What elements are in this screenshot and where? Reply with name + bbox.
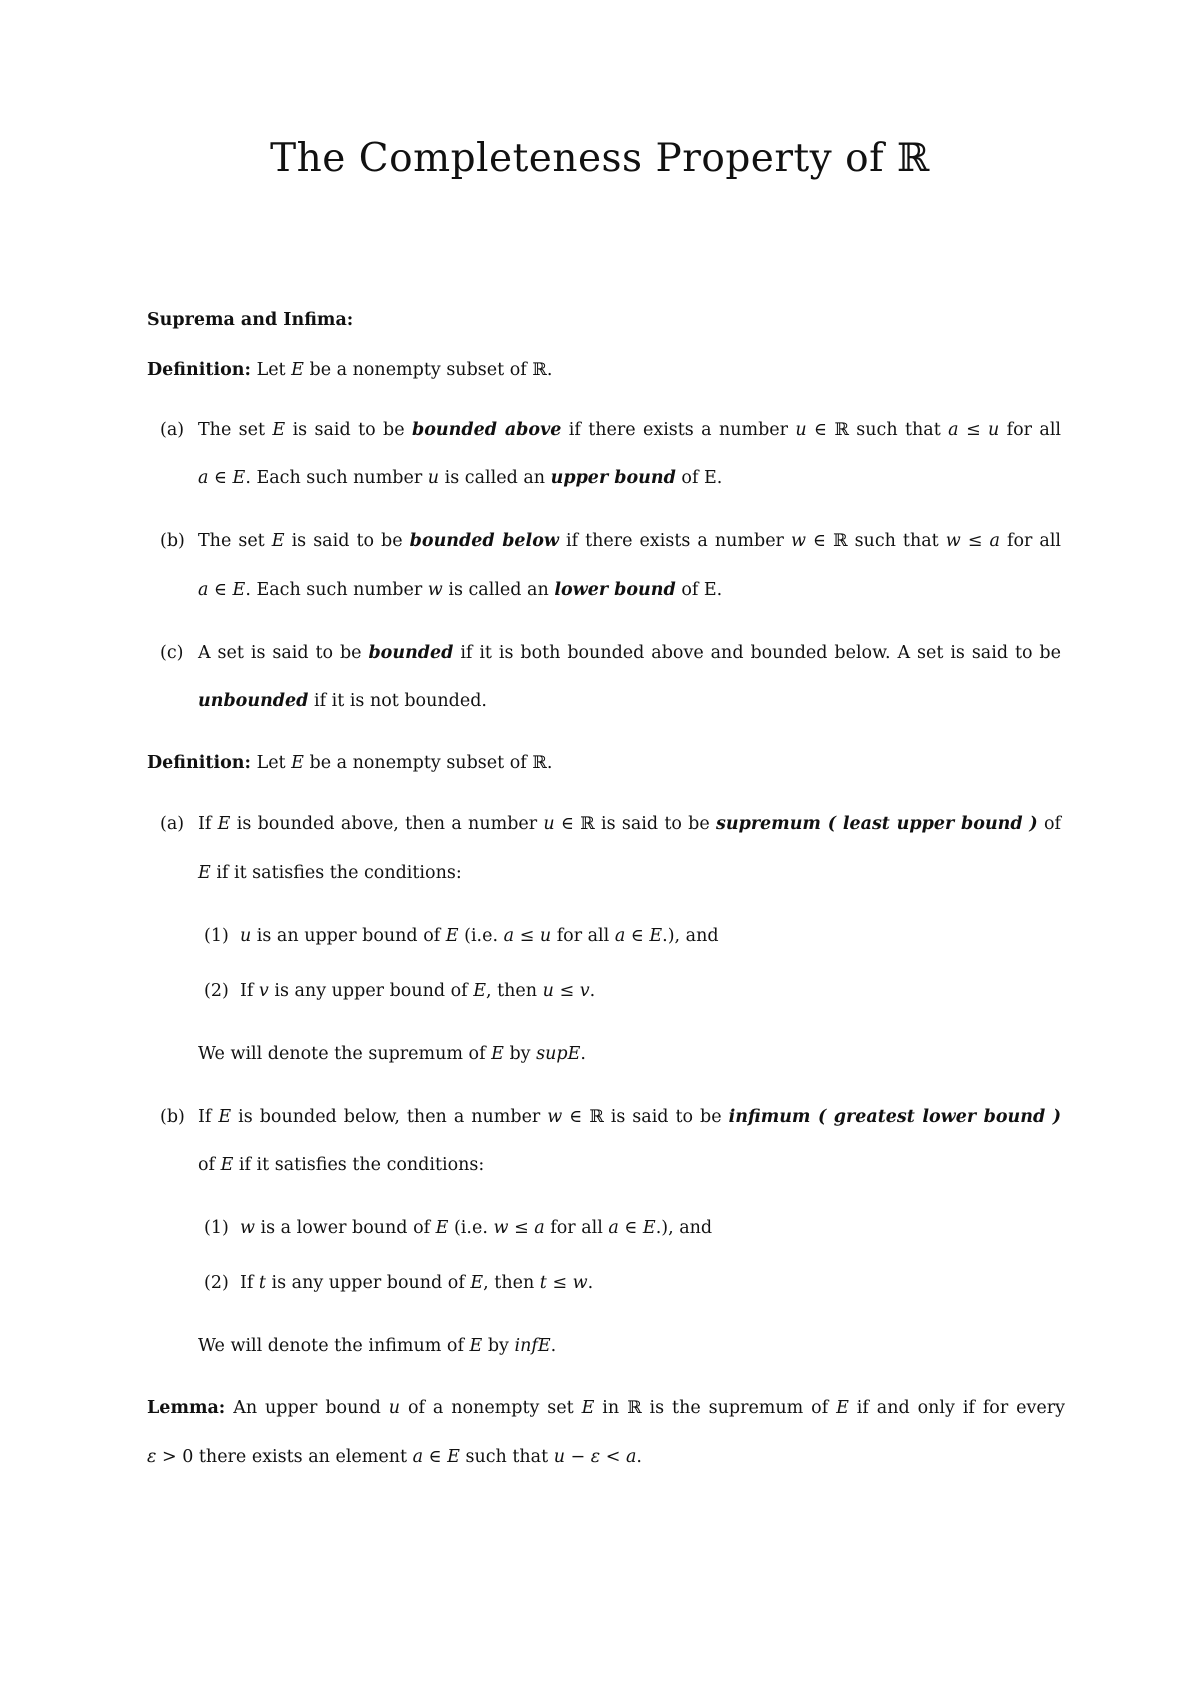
- definition-label: Definition:: [147, 753, 251, 773]
- text: is bounded above, then a number: [230, 814, 544, 834]
- math-var: a: [948, 420, 959, 440]
- text: Let: [256, 360, 292, 380]
- math-var: E: [220, 1155, 234, 1175]
- text: is a lower bound of: [254, 1218, 436, 1238]
- math-var: E: [470, 1273, 484, 1293]
- item-label-a: (a): [160, 814, 185, 834]
- text: is called an: [442, 580, 555, 600]
- condition-label: (2): [204, 981, 229, 1001]
- text: The set: [198, 531, 272, 551]
- text: .: [636, 1447, 642, 1467]
- term-infimum: infimum ( greatest lower bound ): [728, 1107, 1062, 1127]
- text: in ℝ is the supremum of: [594, 1398, 837, 1418]
- text: We will denote the supremum of: [198, 1044, 492, 1064]
- item-label-c: (c): [160, 643, 184, 663]
- text: is called an: [439, 468, 551, 488]
- math-var: u: [795, 420, 807, 440]
- definition-1-intro: [147, 358, 552, 382]
- infimum-condition-1: [204, 1216, 712, 1240]
- math-var: w: [945, 531, 961, 551]
- text: by: [482, 1336, 515, 1356]
- item-label-a: (a): [160, 420, 185, 440]
- text: .: [587, 1273, 594, 1293]
- math-var: E: [271, 531, 285, 551]
- infimum-line2: [198, 1153, 484, 1177]
- supremum-line2: [198, 861, 462, 885]
- text: .: [580, 1044, 586, 1064]
- text: . Each such number: [245, 580, 428, 600]
- text: . Each such number: [245, 468, 428, 488]
- text: −: [564, 1447, 591, 1467]
- text: be a nonempty subset of ℝ.: [303, 360, 553, 380]
- math-var: E: [836, 1398, 849, 1418]
- definition-2-intro: [147, 751, 552, 775]
- supremum-condition-1: [204, 924, 719, 948]
- math-var: u: [427, 468, 440, 488]
- text: if there exists a number: [558, 531, 791, 551]
- math-var: w: [493, 1218, 509, 1238]
- text: ∈: [423, 1447, 448, 1467]
- math-var: u: [239, 926, 252, 946]
- math-var: w: [547, 1107, 563, 1127]
- term-bounded: bounded: [368, 643, 454, 663]
- math-var: w: [427, 580, 443, 600]
- term-lower-bound: lower bound: [554, 580, 676, 600]
- math-var: ε: [147, 1447, 157, 1467]
- text: if it is not bounded.: [308, 691, 487, 711]
- page-title: The Completeness Property of ℝ: [270, 136, 930, 181]
- math-var: ε: [590, 1447, 601, 1467]
- bounded-line1: [198, 641, 1061, 665]
- item-label-b: (b): [160, 531, 185, 551]
- supremum-notation: [198, 1042, 586, 1066]
- text: if it is both bounded above and bounded below. A set is said to be: [453, 643, 1061, 663]
- bounded-below-line1: [198, 529, 1061, 553]
- math-var: E: [291, 753, 304, 773]
- text: ≤: [514, 926, 540, 946]
- math-sup: supE: [536, 1044, 581, 1064]
- math-var: E: [447, 1447, 460, 1467]
- lemma-label: Lemma:: [147, 1398, 226, 1418]
- text: by: [503, 1044, 537, 1064]
- text: If: [198, 1107, 219, 1127]
- math-var: t: [539, 1273, 547, 1293]
- text: , then: [483, 1273, 540, 1293]
- text: .: [550, 1336, 557, 1356]
- math-var: E: [217, 814, 231, 834]
- text: A set is said to be: [198, 643, 369, 663]
- text: of E.: [675, 580, 723, 600]
- condition-label: (2): [204, 1273, 229, 1293]
- text: of E.: [675, 468, 723, 488]
- math-var: u: [987, 420, 1000, 440]
- math-var: u: [543, 814, 555, 834]
- text: .: [589, 981, 596, 1001]
- math-var: E: [581, 1398, 595, 1418]
- text: is said to be: [285, 420, 412, 440]
- text: ≤: [960, 531, 990, 551]
- math-var: a: [614, 926, 626, 946]
- text: is bounded below, then a number: [231, 1107, 548, 1127]
- bounded-line2: [198, 689, 487, 713]
- term-bounded-below: bounded below: [409, 531, 559, 551]
- section-heading: Suprema and Infima:: [147, 310, 354, 330]
- text: for all: [544, 1218, 609, 1238]
- math-var: a: [412, 1447, 424, 1467]
- text: .), and: [662, 926, 719, 946]
- math-var: E: [272, 420, 286, 440]
- math-inf: infE: [514, 1336, 551, 1356]
- text: If: [198, 814, 218, 834]
- text: ≤: [553, 981, 580, 1001]
- math-var: v: [579, 981, 590, 1001]
- text: (i.e.: [448, 1218, 494, 1238]
- condition-label: (1): [204, 926, 229, 946]
- text: ≤: [508, 1218, 535, 1238]
- text: ∈ ℝ such that: [805, 531, 946, 551]
- text: .), and: [655, 1218, 713, 1238]
- text: is any upper bound of: [265, 1273, 471, 1293]
- text: ∈: [625, 926, 650, 946]
- text: ∈ ℝ such that: [806, 420, 949, 440]
- math-var: v: [258, 981, 269, 1001]
- infimum-line1: [198, 1105, 1061, 1129]
- text: ∈: [208, 580, 233, 600]
- text: be a nonempty subset of ℝ.: [303, 753, 553, 773]
- text: of a nonempty set: [400, 1398, 582, 1418]
- math-var: u: [542, 981, 554, 1001]
- text: ∈ ℝ is said to be: [554, 814, 717, 834]
- bounded-above-line1: [198, 418, 1061, 442]
- text: is said to be: [284, 531, 410, 551]
- math-var: E: [469, 1336, 483, 1356]
- math-var: u: [553, 1447, 565, 1467]
- text: for all: [999, 531, 1062, 551]
- text: > 0 there exists an element: [156, 1447, 413, 1467]
- math-var: a: [198, 580, 209, 600]
- condition-label: (1): [204, 1218, 229, 1238]
- math-var: E: [232, 580, 246, 600]
- text: if it satisfies the conditions:: [233, 1155, 485, 1175]
- text: if there exists a number: [561, 420, 796, 440]
- text: of: [1037, 814, 1062, 834]
- math-var: u: [388, 1398, 401, 1418]
- text: ∈: [618, 1218, 643, 1238]
- lemma-line2: [147, 1445, 642, 1469]
- math-var: E: [218, 1107, 232, 1127]
- text: of: [198, 1155, 221, 1175]
- text: ∈: [208, 468, 233, 488]
- math-var: E: [649, 926, 663, 946]
- math-var: a: [503, 926, 515, 946]
- math-var: w: [239, 1218, 255, 1238]
- text: ≤: [546, 1273, 573, 1293]
- term-bounded-above: bounded above: [411, 420, 562, 440]
- math-var: E: [435, 1218, 449, 1238]
- math-var: a: [608, 1218, 619, 1238]
- math-var: E: [232, 468, 246, 488]
- item-label-b: (b): [160, 1107, 185, 1127]
- text: Let: [256, 753, 292, 773]
- infimum-condition-2: [204, 1271, 593, 1295]
- text: If: [239, 981, 259, 1001]
- text: if it satisfies the conditions:: [210, 863, 462, 883]
- term-upper-bound: upper bound: [550, 468, 676, 488]
- text: <: [600, 1447, 626, 1467]
- math-var: a: [198, 468, 209, 488]
- term-unbounded: unbounded: [198, 691, 309, 711]
- definition-label: Definition:: [147, 360, 251, 380]
- supremum-line1: [198, 812, 1061, 836]
- math-var: E: [291, 360, 304, 380]
- text: , then: [486, 981, 543, 1001]
- text: (i.e.: [458, 926, 504, 946]
- infimum-notation: [198, 1334, 556, 1358]
- text: ∈ ℝ is said to be: [562, 1107, 729, 1127]
- text: for all: [551, 926, 615, 946]
- math-var: E: [642, 1218, 656, 1238]
- math-var: a: [534, 1218, 545, 1238]
- bounded-below-line2: [198, 578, 722, 602]
- text: An upper bound: [225, 1398, 389, 1418]
- text: is any upper bound of: [268, 981, 474, 1001]
- supremum-condition-2: [204, 979, 595, 1003]
- math-var: a: [625, 1447, 637, 1467]
- math-var: w: [572, 1273, 588, 1293]
- text: for all: [999, 420, 1062, 440]
- term-supremum: supremum ( least upper bound ): [716, 814, 1038, 834]
- lemma-line1: [147, 1396, 1065, 1420]
- bounded-above-line2: [198, 466, 722, 490]
- text: is an upper bound of: [251, 926, 446, 946]
- math-var: t: [258, 1273, 266, 1293]
- text: We will denote the infimum of: [198, 1336, 470, 1356]
- math-var: w: [790, 531, 806, 551]
- text: The set: [198, 420, 273, 440]
- math-var: E: [491, 1044, 504, 1064]
- math-var: E: [445, 926, 459, 946]
- text: ≤: [958, 420, 988, 440]
- text: such that: [459, 1447, 554, 1467]
- text: if and only if for every: [848, 1398, 1065, 1418]
- math-var: a: [989, 531, 1000, 551]
- math-var: u: [539, 926, 552, 946]
- math-var: E: [473, 981, 486, 1001]
- math-var: E: [198, 863, 211, 883]
- text: If: [239, 1273, 259, 1293]
